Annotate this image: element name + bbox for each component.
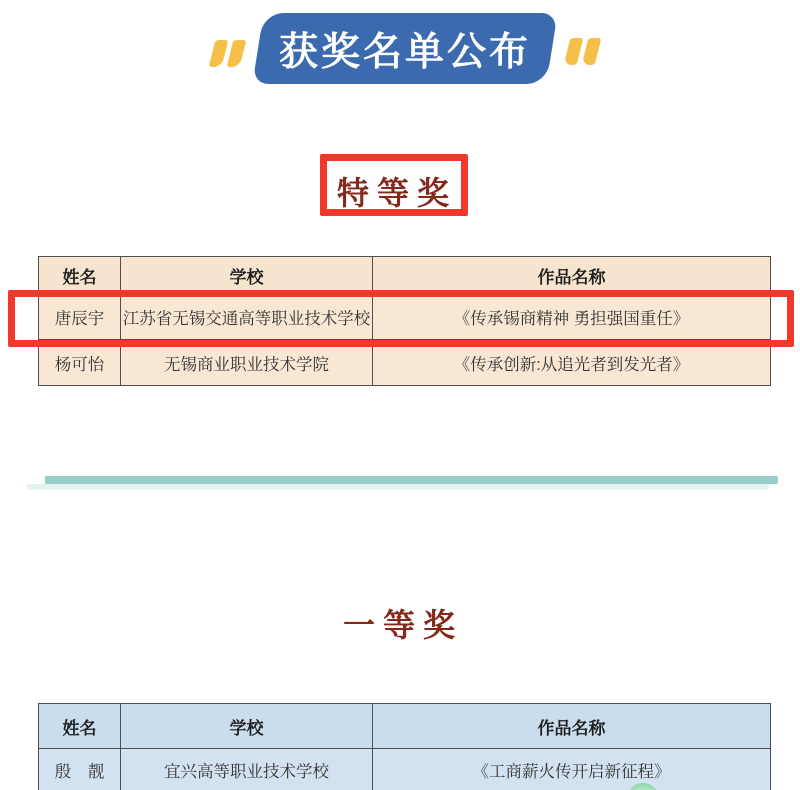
cell-work-title: 《传承锡商精神 勇担强国重任》 xyxy=(373,294,771,340)
quote-tick xyxy=(227,40,247,67)
quote-tick xyxy=(582,38,602,65)
header-school: 学校 xyxy=(121,704,373,749)
table-header-row xyxy=(39,704,771,749)
table-row xyxy=(39,294,771,340)
quote-close-icon xyxy=(567,38,598,65)
header-work-title: 作品名称 xyxy=(373,257,771,294)
cell-work-title: 《工商薪火传开启新征程》 xyxy=(373,749,771,790)
cell-name: 杨可怡 xyxy=(39,340,121,386)
quote-open-icon xyxy=(212,40,243,67)
header-name: 姓名 xyxy=(39,704,121,749)
table-header-row xyxy=(39,257,771,294)
quote-tick xyxy=(209,40,229,67)
special-prize-heading: 特等奖 xyxy=(336,175,457,211)
section-divider xyxy=(45,476,778,484)
cell-work-title: 《传承创新:从追光者到发光者》 xyxy=(373,340,771,386)
cell-school: 江苏省无锡交通高等职业技术学校 xyxy=(121,294,373,340)
cell-name: 唐辰宇 xyxy=(39,294,121,340)
special-prize-table xyxy=(38,256,771,386)
first-prize-table xyxy=(38,703,771,790)
header-work-title: 作品名称 xyxy=(373,704,771,749)
cell-school: 宜兴高等职业技术学校 xyxy=(121,749,373,790)
cell-name: 殷 靓 xyxy=(39,749,121,790)
header-name: 姓名 xyxy=(39,257,121,294)
cell-school: 无锡商业职业技术学院 xyxy=(121,340,373,386)
quote-tick xyxy=(564,38,584,65)
first-prize-heading: 一等奖 xyxy=(342,607,463,643)
section-divider-shadow xyxy=(27,484,769,490)
header-school: 学校 xyxy=(121,257,373,294)
table-row xyxy=(39,749,771,790)
banner-title: 获奖名单公布 xyxy=(278,30,531,74)
table-row xyxy=(39,340,771,386)
